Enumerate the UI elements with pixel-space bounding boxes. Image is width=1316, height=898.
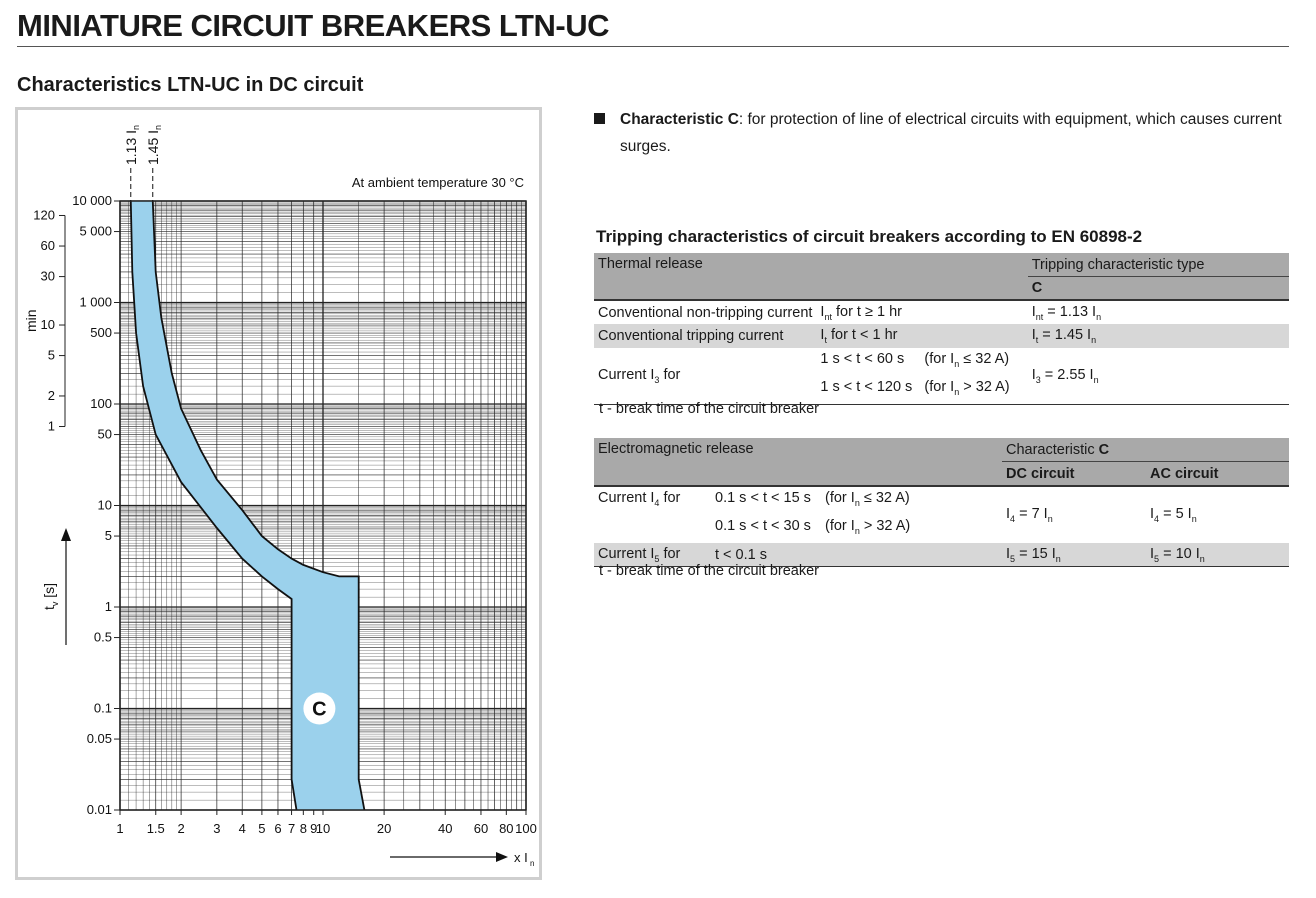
- em-header: Electromagnetic release: [594, 438, 1002, 462]
- em-note: t - break time of the circuit breaker: [599, 563, 819, 579]
- y-tick-label: 50: [97, 426, 112, 442]
- row-value: $I_{nt} = 1.13$ $I_n$: [1031, 303, 1102, 322]
- description-lead: Characteristic C: [620, 111, 739, 128]
- x-tick-label: 60: [473, 821, 489, 836]
- x-tick-label: 2: [177, 821, 185, 836]
- marker-label: 1.13 $I_n$: [122, 124, 141, 165]
- row-value: $I_3 = 2.55$ $I_n$: [1031, 366, 1099, 385]
- thermal-table-title: Tripping characteristics of circuit breakers according to EN 60898-2: [596, 227, 1143, 246]
- y-tick-label: 0.5: [93, 629, 112, 645]
- x-tick-label: 7: [287, 821, 296, 836]
- thermal-header-row: [594, 253, 1289, 277]
- x-tick-label: 5: [258, 821, 266, 836]
- minutes-tick-label: 2: [47, 387, 55, 403]
- y-tick-label: 10: [97, 497, 112, 513]
- row-condition: $I_t$ for t < 1 hr: [820, 327, 898, 345]
- y-tick-label: 5 000: [79, 223, 112, 239]
- electromagnetic-table: [594, 438, 1289, 567]
- table-row: [594, 324, 1289, 348]
- row-condition: 0.1 s < t < 15 s (for $I_n \le 32$ A) 0.1 s < t < 30 s (for $I_n > 32$ A): [715, 490, 911, 536]
- characteristic-description: [594, 106, 1294, 160]
- x-tick-label: 8: [299, 821, 307, 836]
- tripping-type-header: Tripping characteristic type: [1028, 253, 1289, 277]
- y-tick-label: 5: [104, 528, 112, 544]
- row-ac-value: $I_5 = 10$ $I_n$: [1150, 545, 1205, 564]
- x-tick-label: 3: [213, 821, 221, 836]
- table-row: [594, 300, 1289, 324]
- em-char-header: Characteristic C: [1002, 438, 1289, 462]
- y-axis-label: $t_v$ [s]: [41, 582, 60, 610]
- row-ac-value: $I_4 = 5$ $I_n$: [1150, 505, 1197, 524]
- row-name: Conventional non-tripping current: [598, 304, 813, 321]
- x-axis-arrow-head: [496, 852, 508, 862]
- x-tick-label: 10: [315, 821, 331, 836]
- row-condition: t < 0.1 s: [715, 546, 767, 563]
- thermal-table: [594, 253, 1289, 405]
- minutes-tick-label: 60: [40, 238, 55, 254]
- x-axis-label-sub: n: [530, 859, 535, 868]
- x-tick-label: 100: [515, 821, 537, 836]
- minutes-tick-label: 1: [47, 418, 55, 434]
- x-axis-label: x I: [514, 850, 528, 865]
- page-title: MINIATURE CIRCUIT BREAKERS LTN-UC: [17, 8, 609, 43]
- y-tick-label: 1 000: [79, 294, 112, 310]
- ac-circuit-header: AC circuit: [1146, 462, 1289, 486]
- row-name: Current $I_4$ for: [598, 490, 681, 508]
- table-row: [594, 348, 1289, 404]
- table-row: [594, 486, 1289, 543]
- thermal-header: Thermal release: [594, 253, 1028, 277]
- x-tick-label: 40: [437, 821, 453, 836]
- minutes-tick-label: 5: [47, 347, 55, 363]
- y-tick-label: 0.05: [86, 731, 112, 747]
- row-dc-value: $I_4 = 7$ $I_n$: [1006, 505, 1053, 524]
- minutes-tick-label: 30: [40, 268, 55, 284]
- section-title: Characteristics LTN-UC in DC circuit: [17, 74, 364, 96]
- x-tick-label: 9: [310, 821, 318, 836]
- tripping-chart: [18, 110, 539, 877]
- y-tick-label: 500: [90, 325, 112, 341]
- chart-frame: [15, 107, 542, 880]
- row-name: Current $I_3$ for: [598, 366, 681, 385]
- row-name: Current $I_5$ for: [598, 545, 681, 564]
- band-label: C: [312, 698, 327, 721]
- x-tick-label: 1: [116, 821, 124, 836]
- row-value: $I_t = 1.45$ $I_n$: [1031, 327, 1097, 345]
- y-tick-label: 0.01: [86, 802, 112, 817]
- x-tick-label: 20: [376, 821, 392, 836]
- y-tick-label: 1: [104, 599, 112, 614]
- row-name: Conventional tripping current: [598, 328, 784, 344]
- tripping-type-value: C: [1028, 277, 1289, 300]
- description-text: : for protection of line of electrical circuits with equipment, which causes current surges.: [620, 111, 1282, 155]
- x-tick-label: 6: [274, 821, 282, 836]
- y-axis-arrow-head: [61, 528, 71, 541]
- bullet-square-icon: [594, 113, 605, 124]
- y-tick-label: 0.1: [93, 700, 112, 716]
- marker-label: 1.45 $I_n$: [144, 124, 163, 165]
- chart-annotation: At ambient temperature 30 °C: [351, 175, 524, 190]
- minutes-tick-label: 10: [40, 317, 55, 333]
- y-tick-label: 10 000: [72, 193, 112, 208]
- row-condition: 1 s < t < 60 s (for $I_n \le 32$ A) 1 s < t < 120 s (for $I_n > 32$ A): [820, 351, 1010, 397]
- thermal-note: t - break time of the circuit breaker: [599, 401, 819, 417]
- row-condition: $I_{nt}$ for t ≥ 1 hr: [820, 303, 902, 322]
- x-tick-label: 80: [499, 821, 514, 836]
- y-tick-label: 100: [90, 396, 112, 411]
- x-tick-label: 4: [238, 821, 246, 836]
- title-rule: [17, 46, 1289, 47]
- minutes-axis-label: min: [23, 309, 39, 332]
- minutes-tick-label: 120: [33, 207, 55, 223]
- row-dc-value: $I_5 = 15$ $I_n$: [1006, 545, 1061, 564]
- dc-circuit-header: DC circuit: [1002, 462, 1146, 486]
- x-tick-label: 1.5: [146, 821, 165, 836]
